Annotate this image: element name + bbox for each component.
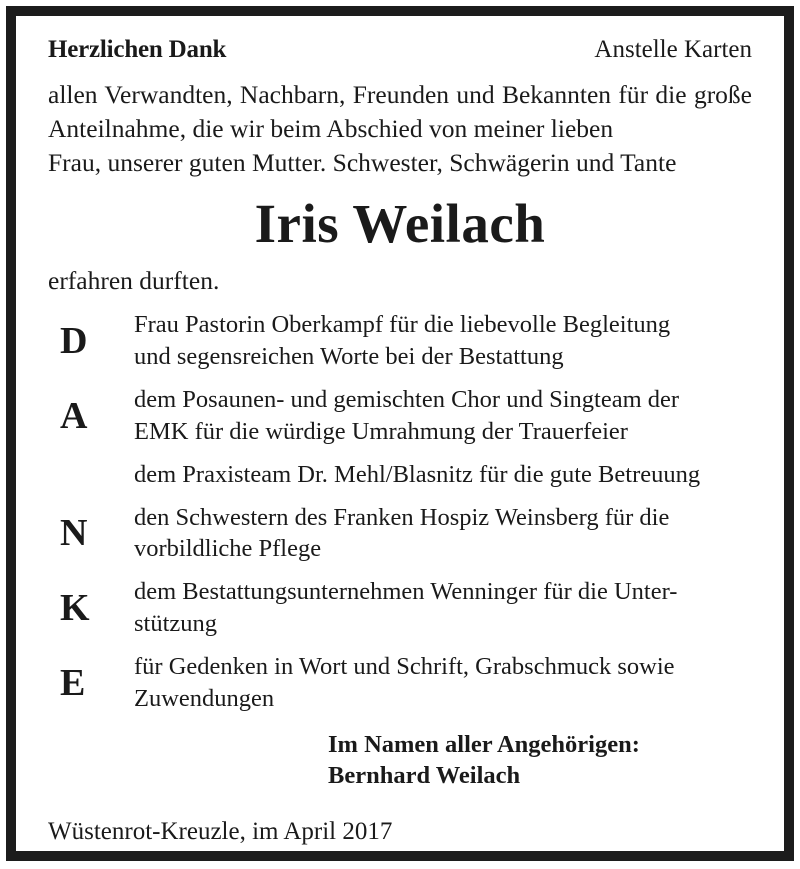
signature-block xyxy=(48,729,752,792)
danke-item-text xyxy=(134,309,752,373)
intro-line-2: große Anteilnahme, die wir beim Abschied von meiner lieben xyxy=(48,80,752,143)
danke-line-1: für Gedenken in Wort und Schrift, Grabschmuck sowie xyxy=(134,652,675,680)
danke-line-1: dem Praxisteam Dr. Mehl/Blasnitz für die gute Betreuung xyxy=(134,460,701,488)
danke-acrostic-list xyxy=(48,309,752,714)
intro-line-3: Frau, unserer guten Mutter. Schwester, Schwägerin und Tante xyxy=(48,147,677,177)
acrostic-letter: N xyxy=(60,512,88,555)
notice-border-frame xyxy=(6,6,794,861)
notice-content xyxy=(40,36,760,857)
danke-item xyxy=(48,651,752,715)
closing-place-date: Wüstenrot-Kreuzle, im April 2017 xyxy=(48,818,393,846)
danke-line-1: dem Posaunen- und gemischten Chor und Singteam der xyxy=(134,386,680,414)
danke-item-text xyxy=(134,651,752,715)
danke-item xyxy=(48,309,752,373)
danke-item xyxy=(48,502,752,566)
notice-header xyxy=(48,36,752,64)
acrostic-letter: E xyxy=(60,661,86,704)
danke-item xyxy=(48,576,752,640)
danke-line-1: den Schwestern des Franken Hospiz Weinsberg für die xyxy=(134,503,670,531)
danke-item-text xyxy=(134,384,752,448)
danke-line-2: vorbildliche Pflege xyxy=(134,535,322,563)
after-name-text: erfahren durften. xyxy=(48,266,220,296)
signature-line-2: Bernhard Weilach xyxy=(328,762,521,789)
danke-item-text xyxy=(134,576,752,640)
signature-line-1: Im Namen aller Angehörigen: xyxy=(328,730,640,758)
deceased-name: Iris Weilach xyxy=(254,192,546,254)
acrostic-letter: A xyxy=(60,394,88,437)
header-note-anstelle-karten: Anstelle Karten xyxy=(594,36,752,63)
danke-line-2: und segensreichen Worte bei der Bestattung xyxy=(134,343,564,371)
danke-item xyxy=(48,384,752,448)
danke-line-1: dem Bestattungsunternehmen Wenninger für die Unter- xyxy=(134,578,678,606)
intro-paragraph xyxy=(48,78,752,180)
acrostic-letter: K xyxy=(60,587,90,630)
danke-item xyxy=(48,459,752,491)
danke-item-text xyxy=(134,459,752,491)
danke-line-1: Frau Pastorin Oberkampf für die liebevolle Begleitung xyxy=(134,311,671,339)
danke-item-text xyxy=(134,502,752,566)
danke-line-2: EMK für die würdige Umrahmung der Trauerfeier xyxy=(134,417,628,445)
acrostic-letter: D xyxy=(60,320,88,363)
header-title-herzlichen-dank: Herzlichen Dank xyxy=(48,36,227,63)
danke-line-2: Zuwendungen xyxy=(134,684,275,712)
intro-line-1: allen Verwandten, Nachbarn, Freunden und Bekannten für die xyxy=(48,80,687,109)
danke-line-2: stützung xyxy=(134,610,218,638)
